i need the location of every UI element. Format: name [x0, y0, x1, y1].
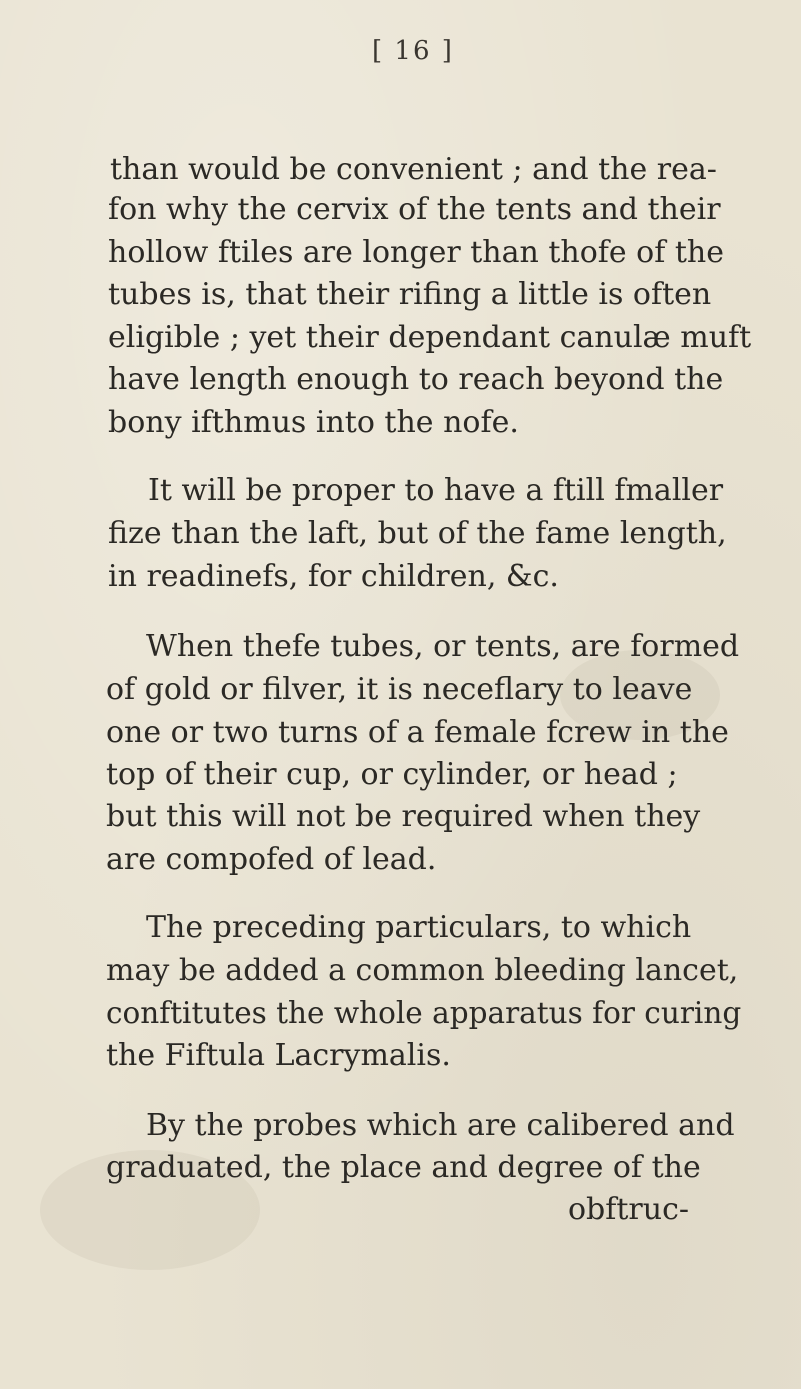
text-line: The preceding particulars, to which: [146, 910, 692, 945]
text-line: hollow ftiles are longer than thofe of the: [108, 235, 724, 270]
text-line: fize than the laft, but of the fame length,: [108, 516, 727, 551]
text-line: By the probes which are calibered and: [146, 1108, 735, 1143]
text-line: bony ifthmus into the nofe.: [108, 405, 519, 440]
text-line: than would be convenient ; and the rea-: [110, 152, 717, 187]
text-line: one or two turns of a female fcrew in the: [106, 715, 729, 750]
page-number: [ 16 ]: [372, 36, 454, 66]
text-line: the Fiftula Lacrymalis.: [106, 1038, 451, 1073]
text-line: top of their cup, or cylinder, or head ;: [106, 757, 678, 792]
text-line: conftitutes the whole apparatus for curing: [106, 996, 742, 1030]
text-line: but this will not be required when they: [106, 799, 701, 834]
text-line: fon why the cervix of the tents and their: [108, 192, 721, 227]
text-line: of gold or filver, it is neceflary to leave: [106, 672, 693, 707]
text-line: have length enough to reach beyond the: [108, 362, 724, 397]
text-line: tubes is, that their rifing a little is often: [108, 277, 712, 312]
text-line: obftruc-: [568, 1192, 690, 1227]
text-line: It will be proper to have a ftill fmaller: [148, 473, 724, 508]
text-line: in readinefs, for children, &c.: [108, 559, 559, 594]
text-line: graduated, the place and degree of the: [106, 1150, 701, 1185]
text-line: eligible ; yet their dependant canulæ muft: [108, 320, 752, 355]
text-line: When thefe tubes, or tents, are formed: [146, 629, 740, 664]
text-line: are compofed of lead.: [106, 842, 437, 877]
text-line: may be added a common bleeding lancet,: [106, 953, 739, 988]
